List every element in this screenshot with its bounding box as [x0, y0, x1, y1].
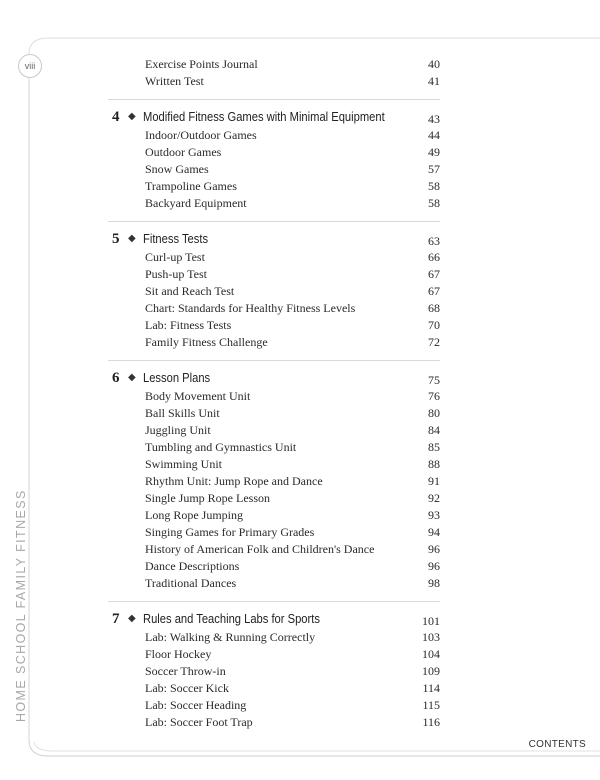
toc-entry — [108, 714, 440, 731]
toc-entry — [108, 144, 440, 161]
chapter-title: Rules and Teaching Labs for Sports — [143, 611, 320, 626]
toc-entry-title: Indoor/Outdoor Games — [145, 128, 257, 142]
diamond-bullet-icon: ◆ — [128, 372, 136, 383]
toc-entry — [108, 266, 440, 283]
toc-entry — [108, 646, 440, 663]
chapter-title: Lesson Plans — [143, 370, 211, 385]
toc-entry — [108, 317, 440, 334]
toc-entry — [108, 422, 440, 439]
toc-entry — [108, 524, 440, 541]
toc-entry-page: 116 — [422, 715, 440, 729]
toc-entry-title: Singing Games for Primary Grades — [145, 525, 315, 539]
toc-entry — [108, 490, 440, 507]
toc-entry-page: 76 — [428, 389, 440, 403]
toc-entry-title: Written Test — [145, 74, 204, 88]
toc-entry-page: 115 — [422, 698, 440, 712]
spacer — [108, 592, 440, 601]
toc-entry-title: Lab: Soccer Kick — [145, 681, 229, 695]
toc-entry-page: 41 — [428, 74, 440, 88]
toc-entry-title: Lab: Walking & Running Correctly — [145, 630, 316, 644]
toc-entry-title: Sit and Reach Test — [145, 284, 235, 298]
toc-entry-title: Juggling Unit — [145, 423, 211, 437]
toc-entry-page: 40 — [428, 57, 440, 71]
toc-entry-page: 93 — [428, 508, 440, 522]
chapter-page: 75 — [428, 373, 440, 387]
toc-entry-page: 98 — [428, 576, 440, 590]
toc-entry-page: 94 — [428, 525, 440, 539]
toc-entry — [108, 541, 440, 558]
toc-entry-title: Body Movement Unit — [145, 389, 251, 403]
diamond-bullet-icon: ◆ — [128, 111, 136, 122]
toc-entry — [108, 680, 440, 697]
toc-entry-title: Lab: Soccer Heading — [145, 698, 247, 712]
toc-entry-title: Single Jump Rope Lesson — [145, 491, 270, 505]
toc-entry-title: Soccer Throw-in — [145, 664, 226, 678]
footer-section-label: CONTENTS — [528, 739, 586, 750]
chapter-number: 6 — [112, 370, 120, 386]
toc-entry-title: Floor Hockey — [145, 647, 212, 661]
chapter-heading — [108, 368, 440, 388]
toc-entry-title: Exercise Points Journal — [145, 57, 258, 71]
chapter-heading — [108, 229, 440, 249]
chapter-page: 43 — [428, 112, 440, 126]
toc-entry — [108, 663, 440, 680]
toc-entry — [108, 249, 440, 266]
toc-entry-title: Long Rope Jumping — [145, 508, 243, 522]
chapter-number: 7 — [112, 611, 120, 627]
spacer — [108, 222, 440, 229]
toc-entry-page: 104 — [422, 647, 440, 661]
toc-entry-page: 70 — [428, 318, 440, 332]
toc-entry-page: 88 — [428, 457, 440, 471]
toc-entry-page: 57 — [428, 162, 440, 176]
chapter-title: Fitness Tests — [143, 231, 209, 246]
toc-entry — [108, 300, 440, 317]
chapter-title: Modified Fitness Games with Minimal Equipment — [143, 109, 385, 124]
toc-entry-page: 68 — [428, 301, 440, 315]
toc-entry — [108, 56, 440, 73]
toc-entry-page: 92 — [428, 491, 440, 505]
toc-entry — [108, 178, 440, 195]
diamond-bullet-icon: ◆ — [128, 613, 136, 624]
toc-entry-page: 67 — [428, 284, 440, 298]
spacer — [108, 100, 440, 107]
toc-entry — [108, 161, 440, 178]
toc-entry — [108, 558, 440, 575]
toc-entry-title: Tumbling and Gymnastics Unit — [145, 440, 297, 454]
toc-entry-title: Backyard Equipment — [145, 196, 247, 210]
spacer — [108, 212, 440, 221]
toc-entry — [108, 127, 440, 144]
table-of-contents — [108, 56, 440, 731]
toc-entry-page: 49 — [428, 145, 440, 159]
toc-entry-page: 67 — [428, 267, 440, 281]
toc-entry-title: Dance Descriptions — [145, 559, 240, 573]
toc-entry-page: 58 — [428, 179, 440, 193]
diamond-bullet-icon: ◆ — [128, 233, 136, 244]
toc-entry-title: Lab: Soccer Foot Trap — [145, 715, 253, 729]
toc-entry-title: Snow Games — [145, 162, 209, 176]
toc-entry-title: History of American Folk and Children's Dance — [145, 542, 375, 556]
toc-entry-title: Push-up Test — [145, 267, 207, 281]
chapter-page: 101 — [422, 614, 440, 628]
toc-entry — [108, 283, 440, 300]
toc-entry-page: 91 — [428, 474, 440, 488]
toc-entry — [108, 697, 440, 714]
toc-entry-title: Chart: Standards for Healthy Fitness Levels — [145, 301, 356, 315]
toc-entry-page: 44 — [428, 128, 440, 142]
toc-entry-title: Ball Skills Unit — [145, 406, 220, 420]
toc-entry — [108, 575, 440, 592]
toc-entry-page: 84 — [428, 423, 440, 437]
toc-entry — [108, 456, 440, 473]
running-side-title: HOME SCHOOL FAMILY FITNESS — [14, 489, 28, 722]
toc-entry-page: 114 — [422, 681, 440, 695]
chapter-heading — [108, 107, 440, 127]
toc-entry — [108, 334, 440, 351]
chapter-number: 4 — [112, 109, 120, 125]
spacer — [108, 361, 440, 368]
chapter-page: 63 — [428, 234, 440, 248]
chapter-number: 5 — [112, 231, 120, 247]
toc-entry-page: 96 — [428, 559, 440, 573]
toc-entry-page: 96 — [428, 542, 440, 556]
toc-entry-title: Family Fitness Challenge — [145, 335, 268, 349]
toc-entry-page: 109 — [422, 664, 440, 678]
spacer — [108, 602, 440, 609]
toc-entry-page: 80 — [428, 406, 440, 420]
toc-entry — [108, 388, 440, 405]
toc-entry — [108, 439, 440, 456]
page-number-badge: viii — [18, 54, 42, 78]
toc-entry-page: 103 — [422, 630, 440, 644]
toc-entry-title: Curl-up Test — [145, 250, 205, 264]
toc-entry-page: 58 — [428, 196, 440, 210]
toc-entry — [108, 507, 440, 524]
toc-entry-title: Swimming Unit — [145, 457, 223, 471]
toc-entry-page: 85 — [428, 440, 440, 454]
toc-entry-title: Trampoline Games — [145, 179, 237, 193]
toc-entry-title: Lab: Fitness Tests — [145, 318, 232, 332]
toc-entry — [108, 473, 440, 490]
toc-entry-title: Rhythm Unit: Jump Rope and Dance — [145, 474, 323, 488]
spacer — [108, 351, 440, 360]
toc-entry-page: 72 — [428, 335, 440, 349]
toc-entry — [108, 405, 440, 422]
toc-entry-title: Outdoor Games — [145, 145, 222, 159]
toc-entry — [108, 629, 440, 646]
toc-entry — [108, 195, 440, 212]
toc-entry-page: 66 — [428, 250, 440, 264]
spacer — [108, 90, 440, 99]
toc-entry-title: Traditional Dances — [145, 576, 237, 590]
toc-entry — [108, 73, 440, 90]
chapter-heading — [108, 609, 440, 629]
